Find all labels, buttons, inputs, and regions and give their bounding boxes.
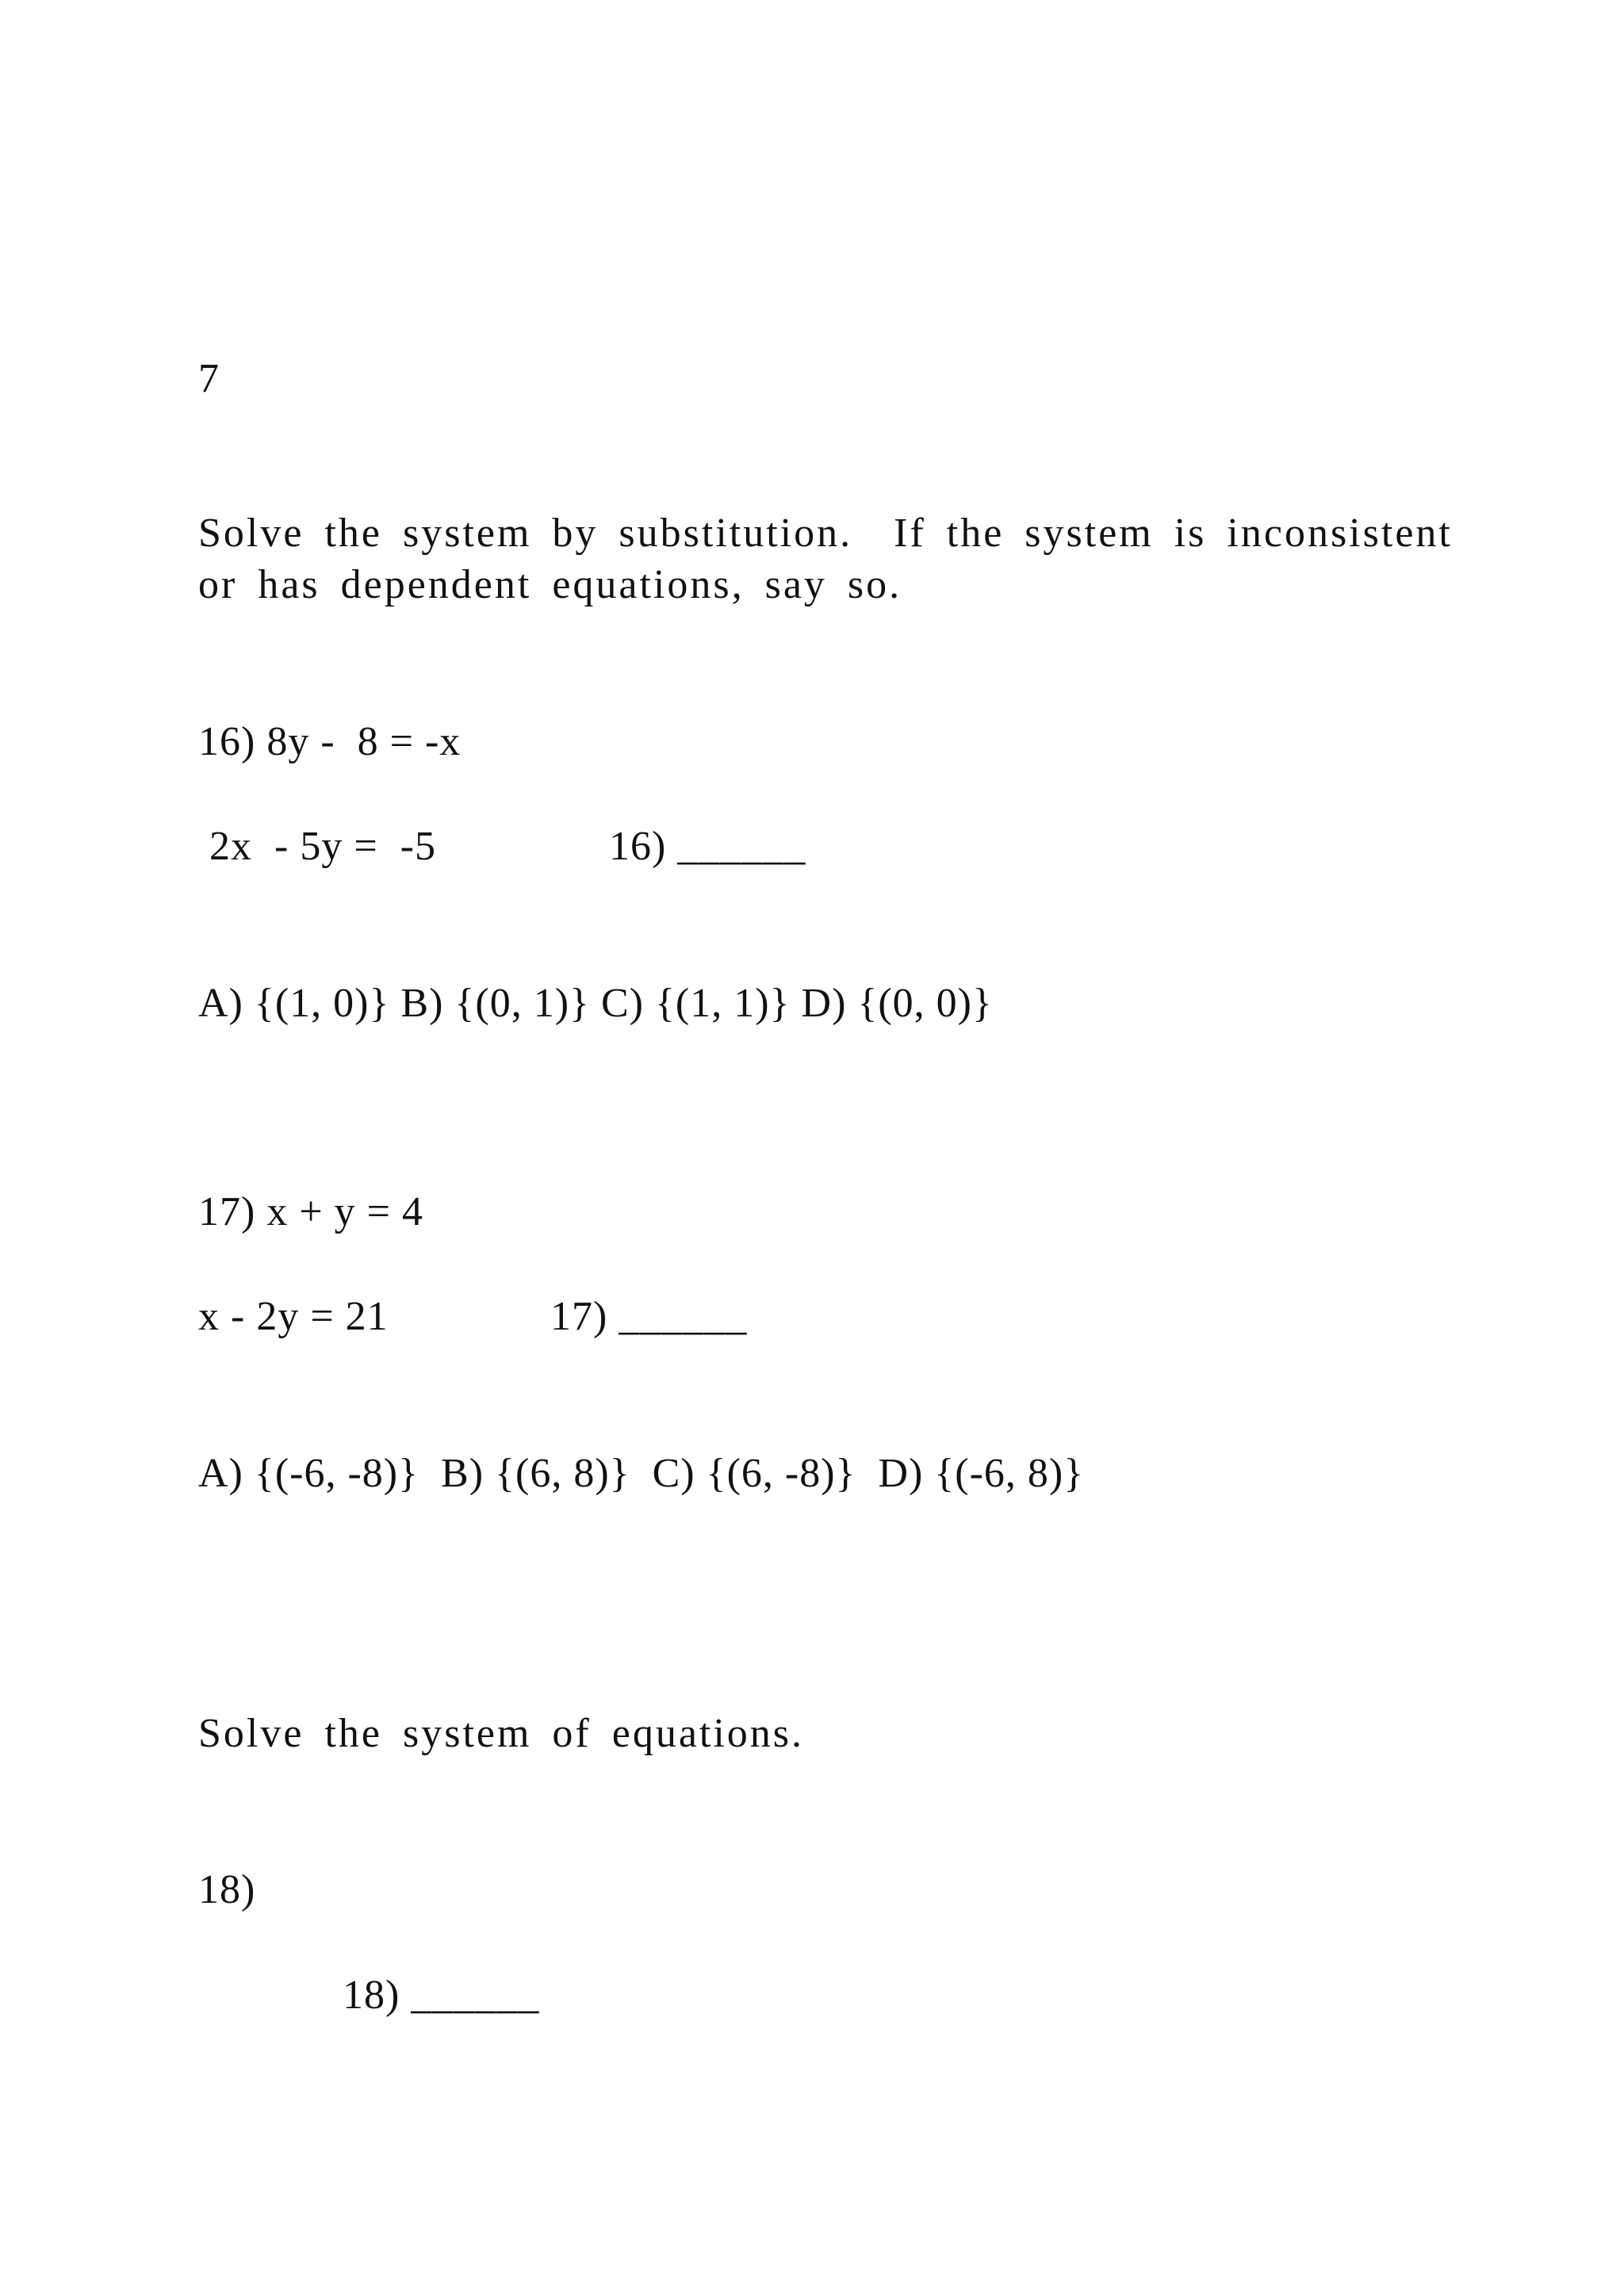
section2-instructions: Solve the system of equations. (198, 1711, 805, 1756)
q18-label: 18) (198, 1867, 256, 1912)
q17-choices: A) {(-6, -8)} B) {(6, 8)} C) {(6, -8)} D) {(-6, 8)} (198, 1451, 1085, 1496)
section1-instructions-line1: Solve the system by substitution. If the system is inconsistent (198, 511, 1453, 556)
q16-equation2: 2x - 5y = -5 (198, 824, 436, 869)
q18-answer-blank: 18) ______ (343, 1973, 540, 2018)
q16-equation1: 16) 8y - 8 = -x (198, 719, 462, 764)
q17-answer-blank: 17) ______ (550, 1294, 748, 1339)
page-number: 7 (198, 356, 220, 401)
q17-equation1: 17) x + y = 4 (198, 1189, 423, 1234)
q16-choices: A) {(1, 0)} B) {(0, 1)} C) {(1, 1)} D) {(0, 0)} (198, 981, 993, 1026)
section1-instructions-line2: or has dependent equations, say so. (198, 562, 902, 607)
q17-equation2: x - 2y = 21 (198, 1294, 389, 1339)
q16-answer-blank: 16) ______ (609, 824, 806, 869)
